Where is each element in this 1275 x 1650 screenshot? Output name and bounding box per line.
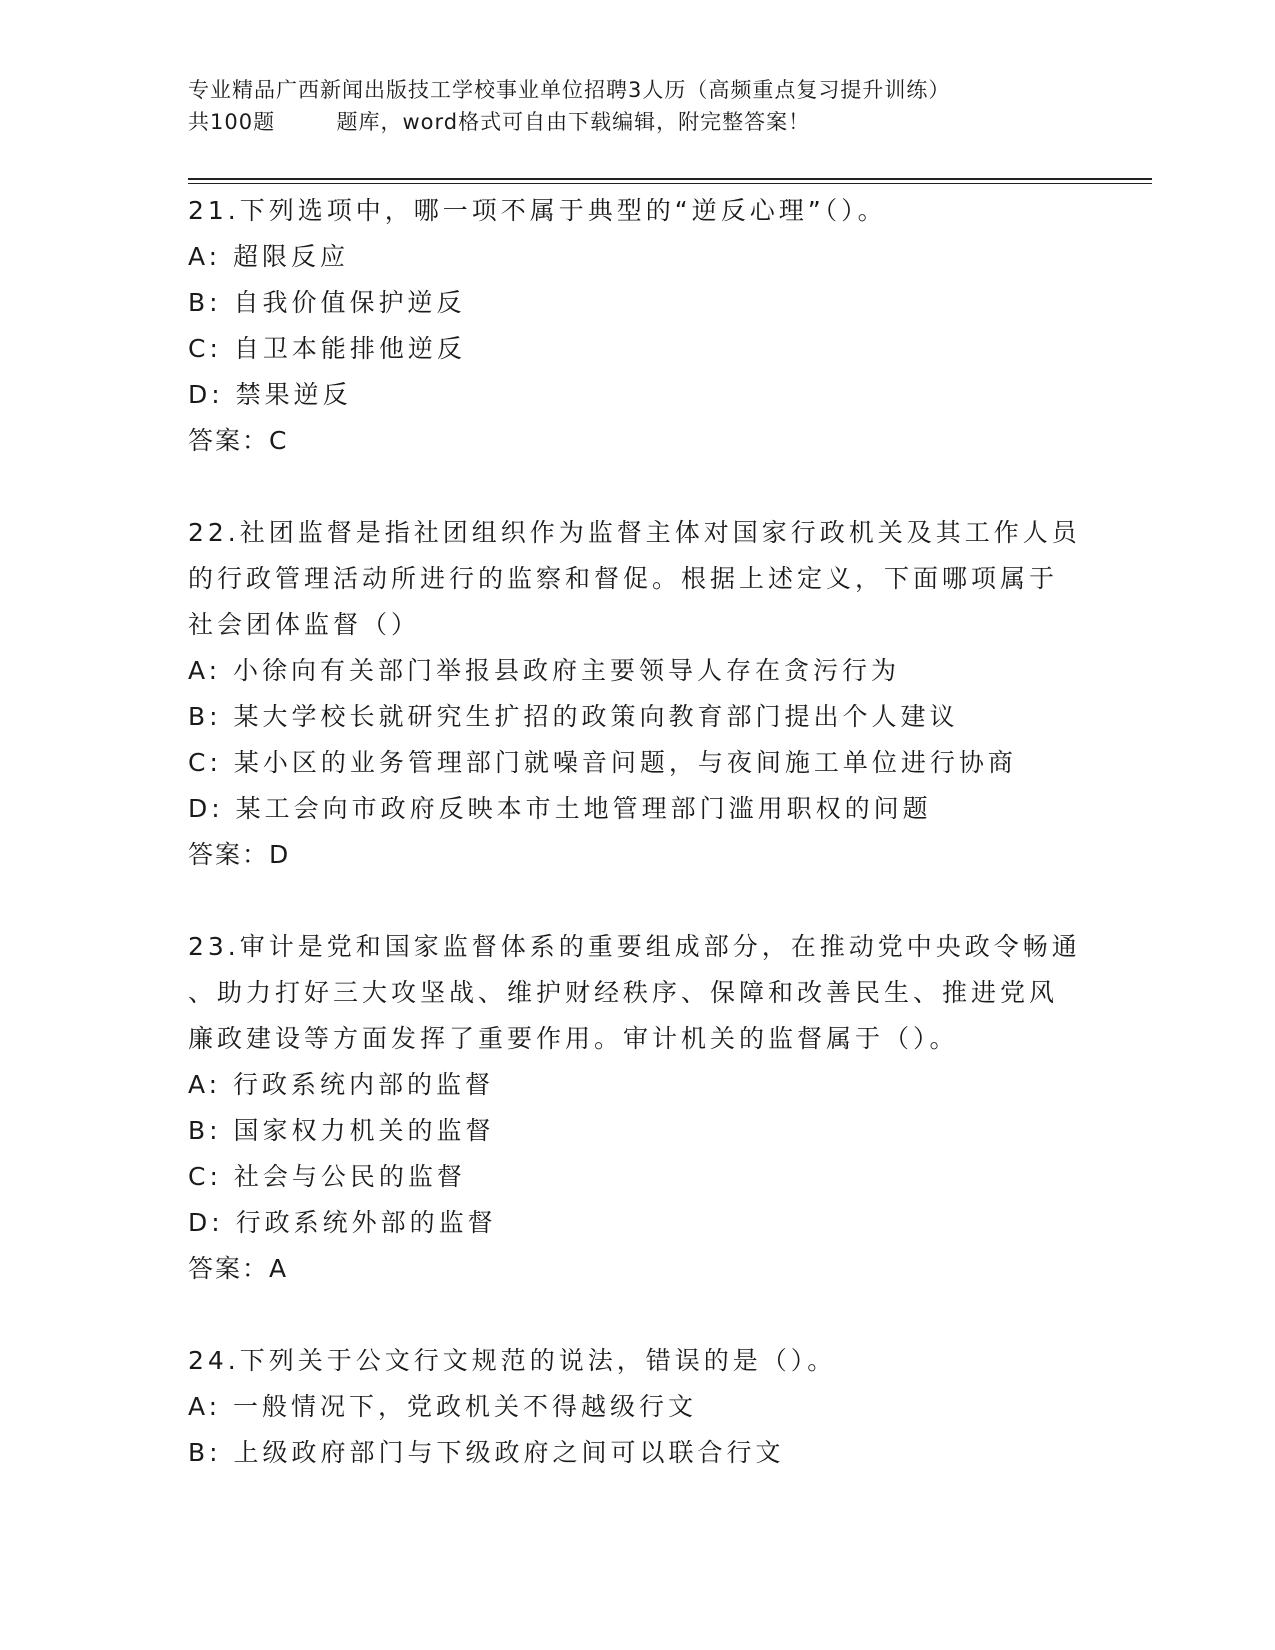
option-d: D: 行政系统外部的监督: [188, 1208, 497, 1237]
header-divider-thin: [188, 183, 1152, 184]
stem-line: 社会团体监督（）: [188, 610, 421, 639]
question-stem: [188, 188, 1188, 234]
option-b: B: 自我价值保护逆反: [188, 288, 466, 317]
header-title-line-2: 共100题 题库，word格式可自由下载编辑，附完整答案！: [188, 110, 811, 134]
stem-line: 、助力打好三大攻坚战、维护财经秩序、保障和改善民生、推进党风: [188, 978, 1059, 1007]
option-a: A: 一般情况下，党政机关不得越级行文: [188, 1392, 698, 1421]
question-21: [188, 188, 1188, 464]
stem-line: 的行政管理活动所进行的监察和督促。根据上述定义，下面哪项属于: [188, 564, 1059, 593]
option-a: A: 小徐向有关部门举报县政府主要领导人存在贪污行为: [188, 656, 901, 685]
question-24: [188, 1338, 1188, 1476]
question-23: [188, 924, 1188, 1292]
stem-line: 24.下列关于公文行文规范的说法，错误的是（）。: [188, 1346, 837, 1375]
option-d: D: 禁果逆反: [188, 380, 352, 409]
option-c: C: 自卫本能排他逆反: [188, 334, 466, 363]
option-b: B: 国家权力机关的监督: [188, 1116, 495, 1145]
stem-line: 22.社团监督是指社团组织作为监督主体对国家行政机关及其工作人员: [188, 518, 1081, 547]
option-b: B: 上级政府部门与下级政府之间可以联合行文: [188, 1438, 785, 1467]
stem-line: 23.审计是党和国家监督体系的重要组成部分，在推动党中央政令畅通: [188, 932, 1081, 961]
option-a: A: 超限反应: [188, 242, 350, 271]
answer-label: 答案：D: [188, 840, 291, 869]
stem-line: 廉政建设等方面发挥了重要作用。审计机关的监督属于（）。: [188, 1024, 959, 1053]
question-22: [188, 510, 1188, 878]
option-c: C: 某小区的业务管理部门就噪音问题，与夜间施工单位进行协商: [188, 748, 1017, 777]
answer-label: 答案：C: [188, 426, 289, 455]
answer-label: 答案：A: [188, 1254, 289, 1283]
option-d: D: 某工会向市政府反映本市土地管理部门滥用职权的问题: [188, 794, 932, 823]
header-divider-thick: [188, 178, 1152, 180]
question-stem: [188, 510, 1188, 648]
question-list: [188, 188, 1188, 1522]
stem-line: 21.下列选项中，哪一项不属于典型的“逆反心理”（）。: [188, 196, 887, 225]
document-header: [188, 74, 1148, 138]
header-title-line-1: 专业精品广西新闻出版技工学校事业单位招聘3人历（高频重点复习提升训练）: [188, 78, 951, 102]
question-stem: [188, 924, 1188, 1062]
option-b: B: 某大学校长就研究生扩招的政策向教育部门提出个人建议: [188, 702, 959, 731]
option-a: A: 行政系统内部的监督: [188, 1070, 495, 1099]
question-stem: [188, 1338, 1188, 1384]
option-c: C: 社会与公民的监督: [188, 1162, 466, 1191]
